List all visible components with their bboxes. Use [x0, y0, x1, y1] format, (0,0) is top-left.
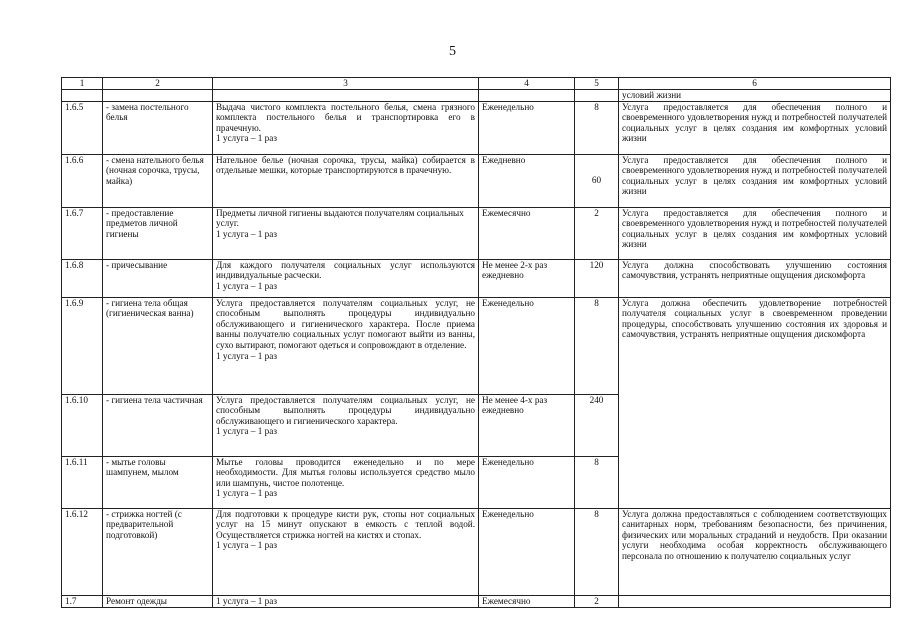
service-volume: 8 [575, 101, 619, 154]
service-unit: 1 услуга – 1 раз [216, 280, 277, 291]
service-name: - мытье головы шампунем, мылом [103, 456, 213, 508]
service-frequency: Еженедельно [479, 101, 575, 154]
column-header-5: 5 [575, 78, 619, 90]
service-name: - предоставление предметов личной гигиены [103, 207, 213, 259]
service-frequency: Еженедельно [479, 456, 575, 508]
service-condition: Услуга должна способствовать улучшению состояния самочувствия, устранять неприятные ощущения дискомфорта [619, 259, 891, 297]
service-description [213, 456, 479, 508]
service-name: - гигиена тела общая (гигиеническая ванна) [103, 297, 213, 394]
service-volume: 240 [575, 394, 619, 456]
column-header-3: 3 [213, 78, 479, 90]
page-number: 5 [449, 44, 456, 59]
service-frequency: Еженедельно [479, 508, 575, 595]
service-description [213, 595, 479, 607]
service-volume: 60 [575, 154, 619, 207]
description-text: Услуга предоставляется получателям социальных услуг, не способным выполнять процедуры индивидуально обслуживающего и гигиенического характера. После приема ванны получателю социальных услуг помогают выйти из ванны, сухо вытирают, помогают одеться и сопровождают в отделение. [216, 297, 475, 350]
service-frequency: Не менее 2-х раз ежедневно [479, 259, 575, 297]
service-description [213, 394, 479, 456]
row-number: 1.6.12 [62, 508, 103, 595]
row-number: 1.6.11 [62, 456, 103, 508]
service-condition: Услуга предоставляется для обеспечения полного и своевременного удовлетворения нужд и потребностей получателей социальных услуг в целях создания им комфортных условий жизни [619, 154, 891, 207]
service-description [213, 508, 479, 595]
service-frequency: Ежемесячно [479, 595, 575, 607]
service-description [213, 101, 479, 154]
service-volume: 120 [575, 259, 619, 297]
service-name: - причесывание [103, 259, 213, 297]
table-row-carry-over [62, 90, 891, 102]
column-header-6: 6 [619, 78, 891, 90]
row-number: 1.6.9 [62, 297, 103, 394]
service-name: - стрижка ногтей (с предварительной подготовкой) [103, 508, 213, 595]
carry-over-text: условий жизни [619, 90, 891, 102]
row-number: 1.6.8 [62, 259, 103, 297]
service-unit: 1 услуга – 1 раз [216, 540, 277, 551]
row-number: 1.6.5 [62, 101, 103, 154]
service-condition: Услуга предоставляется для обеспечения полного и своевременного удовлетворения нужд и потребностей получателей социальных услуг в целях создания им комфортных условий жизни [619, 207, 891, 259]
service-frequency: Ежедневно [479, 154, 575, 207]
services-table [61, 77, 891, 608]
description-text: Мытье головы проводится еженедельно и по мере необходимости. Для мытья головы используется средство мыло или шампунь, чистое полотенце. [216, 456, 475, 488]
service-frequency: Не менее 4-х раз ежедневно [479, 394, 575, 456]
row-number: 1.6.6 [62, 154, 103, 207]
row-number: 1.7 [62, 595, 103, 607]
service-name: - замена постельного белья [103, 101, 213, 154]
service-name: Ремонт одежды [103, 595, 213, 607]
description-text: Услуга предоставляется получателям социальных услуг, не способным выполнять процедуры индивидуально обслуживающего и гигиенического характера. [216, 394, 475, 426]
service-condition: Услуга должна обеспечить удовлетворение потребностей получателя социальных услуг в своевременном проведении процедуры, способствовать улучшению состояния их здоровья и самочувствия, устранять неприятные ощущения дискомфорта [619, 297, 891, 508]
service-description [213, 259, 479, 297]
service-unit: 1 услуга – 1 раз [216, 133, 277, 144]
row-number: 1.6.7 [62, 207, 103, 259]
description-text: Выдача чистого комплекта постельного белья, смена грязного комплекта постельного белья и транспортировка его в прачечную. [216, 101, 475, 133]
table-row [62, 508, 891, 595]
description-text: Для подготовки к процедуре кисти рук, стопы нот социальных услуг на 15 минут опускают в емкость с теплой водой. Осуществляется стрижка ногтей на кистях и стопах. [216, 508, 475, 540]
service-unit: 1 услуга – 1 раз [216, 426, 277, 437]
service-name: - смена нательного белья (ночная сорочка, трусы, майка) [103, 154, 213, 207]
service-unit: 1 услуга – 1 раз [216, 595, 277, 606]
service-condition: Услуга должна предоставляться с соблюдением соответствующих санитарных норм, требованиям безопасности, без причинения, физических или моральных страданий и неудобств. При оказании услуги необходима особая корректность обслуживающего персонала по отношению к получателю социальных услуг [619, 508, 891, 595]
service-volume: 8 [575, 297, 619, 394]
service-name: - гигиена тела частичная [103, 394, 213, 456]
table-row [62, 101, 891, 154]
column-header-2: 2 [103, 78, 213, 90]
service-unit: 1 услуга – 1 раз [216, 350, 277, 361]
column-header-1: 1 [62, 78, 103, 90]
service-volume: 2 [575, 207, 619, 259]
row-number: 1.6.10 [62, 394, 103, 456]
description-text: Предметы личной гигиены выдаются получателям социальных услуг. [216, 207, 464, 229]
service-volume: 2 [575, 595, 619, 607]
service-frequency: Еженедельно [479, 297, 575, 394]
service-condition [619, 595, 891, 607]
service-volume: 8 [575, 508, 619, 595]
service-unit: 1 услуга – 1 раз [216, 228, 277, 239]
table-row [62, 154, 891, 207]
service-frequency: Ежемесячно [479, 207, 575, 259]
table-row [62, 595, 891, 607]
table-row [62, 207, 891, 259]
service-volume: 8 [575, 456, 619, 508]
service-condition: Услуга предоставляется для обеспечения полного и своевременного удовлетворения нужд и потребностей получателей социальных услуг в целях создания им комфортных условий жизни [619, 101, 891, 154]
table-row [62, 297, 891, 394]
service-description: Нательное белье (ночная сорочка, трусы, майка) собирается в отдельные мешки, которые транспортируются в прачечную. [213, 154, 479, 207]
description-text: Для каждого получателя социальных услуг используются индивидуальные расчески. [216, 259, 475, 281]
service-description [213, 207, 479, 259]
table-header-row [62, 78, 891, 90]
column-header-4: 4 [479, 78, 575, 90]
table-row [62, 259, 891, 297]
service-description [213, 297, 479, 394]
service-unit: 1 услуга – 1 раз [216, 488, 277, 499]
